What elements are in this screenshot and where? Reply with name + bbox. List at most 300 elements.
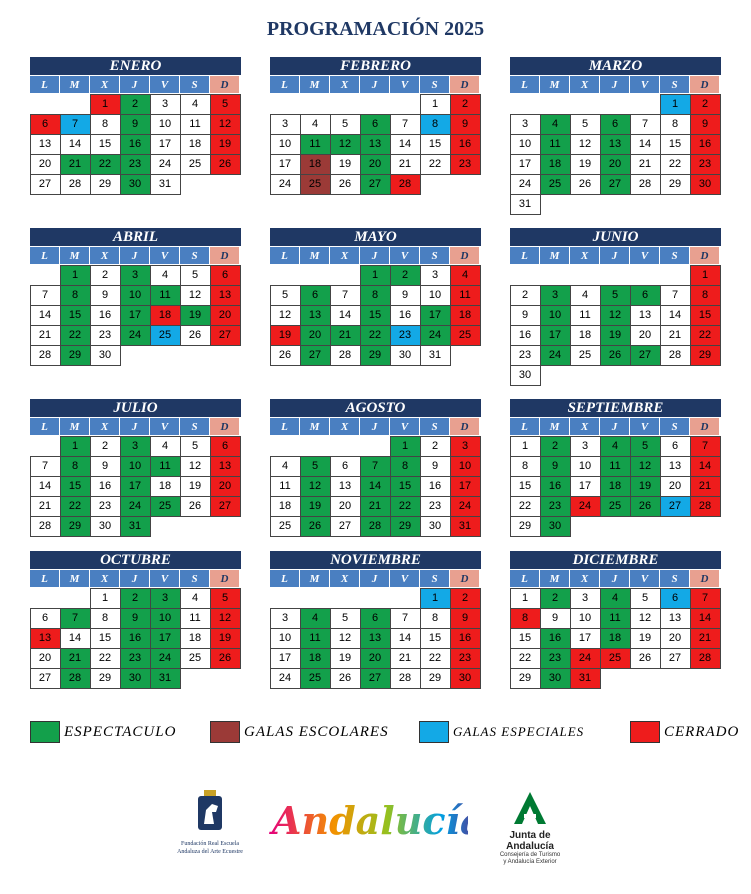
day-cell: 17 [270,648,301,669]
day-cell: 24 [510,174,541,195]
weekday-label: V [390,417,420,435]
day-grid [510,265,721,385]
empty-cell [300,436,331,457]
day-cell: 10 [570,456,601,477]
day-cell: 1 [510,436,541,457]
day-cell: 4 [540,114,571,135]
weekday-label: M [540,246,570,264]
month-title: DICIEMBRE [510,551,721,569]
day-cell: 10 [570,608,601,629]
day-cell: 5 [210,588,241,609]
weekday-label: X [90,246,120,264]
day-cell: 26 [210,154,241,175]
day-cell: 5 [600,285,631,306]
weekday-label: S [420,569,450,587]
day-cell: 30 [120,174,151,195]
empty-cell [330,265,361,286]
day-cell: 11 [270,476,301,497]
day-cell: 28 [630,174,661,195]
day-cell: 2 [450,94,481,115]
legend-label: GALAS ESCOLARES [244,723,389,740]
day-cell: 18 [450,305,481,326]
day-grid [270,265,481,365]
day-cell: 25 [150,325,181,346]
day-cell: 23 [90,325,121,346]
day-cell: 14 [60,628,91,649]
day-cell: 18 [570,325,601,346]
day-cell: 11 [180,114,211,135]
day-cell: 23 [120,154,151,175]
day-cell: 19 [210,134,241,155]
weekday-label: S [660,417,690,435]
day-cell: 11 [570,305,601,326]
weekday-label: L [270,75,300,93]
month-title: JULIO [30,399,241,417]
weekday-label: M [300,417,330,435]
day-cell: 21 [60,648,91,669]
empty-cell [300,588,331,609]
month-title: JUNIO [510,228,721,246]
weekday-header [510,246,721,265]
weekday-label: M [60,417,90,435]
day-cell: 13 [660,608,691,629]
day-cell: 25 [600,496,631,517]
fundacion-line2: Andaluza del Arte Ecuestre [177,849,243,855]
galas-escolares-swatch [210,721,240,743]
day-cell: 26 [300,516,331,537]
weekday-label: S [420,417,450,435]
month-title: ABRIL [30,228,241,246]
weekday-label: D [450,569,480,587]
day-cell: 5 [210,94,241,115]
empty-cell [360,588,391,609]
day-cell: 27 [210,496,241,517]
day-cell: 24 [570,648,601,669]
day-cell: 30 [450,668,481,689]
weekday-label: L [30,75,60,93]
day-cell: 18 [150,305,181,326]
weekday-header [510,417,721,436]
day-cell: 4 [300,114,331,135]
legend-galas-especiales [419,721,584,743]
day-cell: 8 [690,285,721,306]
day-cell: 25 [150,496,181,517]
day-cell: 17 [420,305,451,326]
weekday-label: X [90,569,120,587]
day-cell: 10 [150,608,181,629]
day-cell: 27 [30,174,61,195]
day-cell: 3 [420,265,451,286]
day-cell: 27 [360,174,391,195]
day-cell: 23 [690,154,721,175]
day-cell: 18 [150,476,181,497]
day-cell: 20 [630,325,661,346]
day-cell: 29 [690,345,721,366]
day-cell: 10 [150,114,181,135]
day-cell: 24 [120,325,151,346]
empty-cell [30,436,61,457]
day-cell: 7 [30,285,61,306]
day-cell: 1 [390,436,421,457]
empty-cell [510,265,541,286]
galas-especiales-swatch [419,721,449,743]
day-cell: 9 [540,456,571,477]
day-cell: 13 [360,628,391,649]
day-cell: 11 [540,134,571,155]
day-cell: 2 [510,285,541,306]
day-cell: 22 [420,648,451,669]
day-cell: 24 [270,174,301,195]
day-cell: 14 [30,476,61,497]
day-cell: 5 [300,456,331,477]
weekday-label: D [210,417,240,435]
day-cell: 26 [330,174,361,195]
day-cell: 10 [540,305,571,326]
weekday-label: M [300,246,330,264]
day-cell: 8 [660,114,691,135]
cerrado-swatch [630,721,660,743]
day-cell: 6 [600,114,631,135]
weekday-label: M [300,75,330,93]
month-junio [510,228,721,385]
weekday-label: X [570,569,600,587]
empty-cell [270,588,301,609]
day-cell: 20 [210,305,241,326]
day-cell: 30 [510,365,541,386]
day-cell: 19 [330,648,361,669]
day-cell: 10 [270,134,301,155]
day-cell: 26 [630,496,661,517]
day-cell: 10 [270,628,301,649]
day-cell: 11 [150,456,181,477]
day-cell: 21 [30,496,61,517]
weekday-label: V [630,417,660,435]
day-cell: 12 [630,608,661,629]
day-cell: 26 [270,345,301,366]
day-cell: 2 [450,588,481,609]
day-cell: 7 [30,456,61,477]
weekday-label: J [600,246,630,264]
day-grid [510,436,721,536]
empty-cell [270,436,301,457]
day-cell: 31 [570,668,601,689]
day-cell: 12 [300,476,331,497]
empty-cell [660,265,691,286]
day-cell: 30 [540,516,571,537]
month-title: SEPTIEMBRE [510,399,721,417]
day-cell: 18 [600,476,631,497]
day-cell: 7 [330,285,361,306]
month-title: NOVIEMBRE [270,551,481,569]
month-diciembre [510,551,721,688]
day-cell: 16 [90,305,121,326]
day-grid [270,94,481,194]
day-cell: 23 [120,648,151,669]
day-cell: 14 [690,608,721,629]
page-title: PROGRAMACIÓN 2025 [266,18,485,40]
day-cell: 8 [420,608,451,629]
day-cell: 4 [570,285,601,306]
weekday-label: X [570,75,600,93]
day-cell: 6 [360,608,391,629]
day-cell: 24 [570,496,601,517]
weekday-label: D [450,75,480,93]
horse-crest-icon [190,790,230,836]
day-cell: 12 [270,305,301,326]
day-cell: 21 [690,476,721,497]
day-cell: 26 [180,325,211,346]
day-cell: 11 [600,456,631,477]
day-cell: 6 [330,456,361,477]
empty-cell [630,265,661,286]
day-cell: 1 [90,588,121,609]
day-cell: 20 [300,325,331,346]
day-cell: 27 [330,516,361,537]
day-cell: 31 [120,516,151,537]
weekday-label: J [360,246,390,264]
day-cell: 5 [180,436,211,457]
day-cell: 14 [690,456,721,477]
day-cell: 12 [330,134,361,155]
day-cell: 2 [120,94,151,115]
empty-cell [390,94,421,115]
day-cell: 27 [360,668,391,689]
month-febrero [270,57,481,194]
empty-cell [60,588,91,609]
day-cell: 22 [60,325,91,346]
empty-cell [60,94,91,115]
weekday-label: L [270,417,300,435]
day-cell: 30 [90,516,121,537]
legend-label: CERRADO [664,723,740,740]
day-cell: 25 [270,516,301,537]
junta-a-icon [512,790,548,826]
empty-cell [510,94,541,115]
empty-cell [630,94,661,115]
day-cell: 4 [150,265,181,286]
month-octubre [30,551,241,688]
empty-cell [30,588,61,609]
weekday-label: X [90,417,120,435]
day-cell: 19 [180,305,211,326]
weekday-label: V [150,246,180,264]
day-cell: 23 [420,496,451,517]
day-cell: 26 [570,174,601,195]
day-cell: 23 [540,496,571,517]
weekday-label: V [390,75,420,93]
day-cell: 22 [510,648,541,669]
day-cell: 7 [630,114,661,135]
weekday-label: J [600,417,630,435]
weekday-label: S [180,417,210,435]
day-cell: 17 [570,476,601,497]
weekday-label: V [390,246,420,264]
day-cell: 3 [570,436,601,457]
day-cell: 20 [210,476,241,497]
day-cell: 1 [420,588,451,609]
day-cell: 4 [180,588,211,609]
weekday-label: S [420,246,450,264]
day-cell: 29 [390,516,421,537]
day-cell: 13 [30,134,61,155]
day-cell: 16 [120,134,151,155]
day-cell: 20 [360,648,391,669]
day-cell: 21 [690,628,721,649]
day-cell: 14 [30,305,61,326]
day-cell: 9 [120,608,151,629]
day-cell: 8 [360,285,391,306]
day-cell: 18 [180,134,211,155]
weekday-label: L [510,417,540,435]
day-cell: 23 [90,496,121,517]
day-cell: 29 [90,668,121,689]
weekday-label: J [120,569,150,587]
day-cell: 25 [180,648,211,669]
day-cell: 29 [660,174,691,195]
day-cell: 7 [60,608,91,629]
day-cell: 3 [270,608,301,629]
day-cell: 2 [540,588,571,609]
weekday-label: M [540,417,570,435]
day-cell: 25 [180,154,211,175]
empty-cell [30,94,61,115]
day-cell: 22 [510,496,541,517]
day-cell: 7 [660,285,691,306]
day-cell: 28 [360,516,391,537]
day-cell: 20 [30,154,61,175]
day-cell: 17 [570,628,601,649]
day-cell: 24 [450,496,481,517]
day-grid [30,265,241,365]
day-cell: 11 [180,608,211,629]
weekday-label: L [510,246,540,264]
day-cell: 30 [540,668,571,689]
day-cell: 2 [90,436,121,457]
weekday-label: M [60,75,90,93]
day-cell: 23 [390,325,421,346]
day-cell: 3 [540,285,571,306]
day-cell: 26 [180,496,211,517]
day-cell: 8 [510,456,541,477]
day-cell: 20 [660,628,691,649]
day-cell: 28 [60,174,91,195]
weekday-label: V [630,246,660,264]
day-grid [30,94,241,194]
day-cell: 27 [630,345,661,366]
day-cell: 8 [90,114,121,135]
junta-sub2: y Andalucía Exterior [503,859,557,865]
day-cell: 1 [660,94,691,115]
day-cell: 11 [600,608,631,629]
day-cell: 15 [60,476,91,497]
day-cell: 13 [210,456,241,477]
weekday-label: D [690,417,720,435]
empty-cell [30,265,61,286]
day-cell: 2 [90,265,121,286]
day-cell: 1 [60,265,91,286]
day-cell: 12 [630,456,661,477]
day-cell: 27 [660,648,691,669]
day-cell: 16 [450,134,481,155]
day-grid [270,436,481,536]
weekday-label: D [690,569,720,587]
day-cell: 25 [600,648,631,669]
day-cell: 19 [600,325,631,346]
empty-cell [540,265,571,286]
day-cell: 9 [450,608,481,629]
day-cell: 10 [450,456,481,477]
weekday-label: D [450,246,480,264]
day-cell: 17 [510,154,541,175]
day-cell: 22 [360,325,391,346]
day-cell: 6 [660,588,691,609]
day-cell: 12 [180,456,211,477]
day-cell: 11 [450,285,481,306]
day-cell: 25 [540,174,571,195]
day-cell: 4 [300,608,331,629]
weekday-label: D [450,417,480,435]
day-cell: 10 [120,285,151,306]
weekday-label: S [420,75,450,93]
day-cell: 19 [270,325,301,346]
day-cell: 15 [90,134,121,155]
day-cell: 9 [420,456,451,477]
day-cell: 13 [600,134,631,155]
day-cell: 30 [90,345,121,366]
day-cell: 13 [630,305,661,326]
day-cell: 26 [330,668,361,689]
day-cell: 5 [630,436,661,457]
day-cell: 4 [150,436,181,457]
espectaculo-swatch [30,721,60,743]
day-cell: 2 [540,436,571,457]
fundacion-line1: Fundación Real Escuela [181,841,239,847]
day-cell: 16 [420,476,451,497]
day-cell: 24 [150,154,181,175]
day-cell: 16 [450,628,481,649]
day-cell: 1 [90,94,121,115]
day-cell: 16 [90,476,121,497]
day-cell: 25 [450,325,481,346]
day-cell: 24 [150,648,181,669]
weekday-label: V [150,569,180,587]
day-cell: 24 [120,496,151,517]
day-cell: 16 [120,628,151,649]
month-title: FEBRERO [270,57,481,75]
weekday-label: D [210,75,240,93]
weekday-label: S [180,246,210,264]
day-cell: 14 [630,134,661,155]
day-cell: 20 [600,154,631,175]
day-cell: 17 [120,305,151,326]
weekday-label: M [300,569,330,587]
day-cell: 6 [660,436,691,457]
weekday-label: L [270,246,300,264]
day-cell: 18 [180,628,211,649]
day-cell: 16 [690,134,721,155]
day-cell: 23 [450,154,481,175]
month-noviembre [270,551,481,688]
day-cell: 29 [510,516,541,537]
weekday-label: S [660,569,690,587]
empty-cell [330,588,361,609]
day-cell: 19 [330,154,361,175]
day-cell: 15 [510,476,541,497]
day-cell: 19 [180,476,211,497]
day-cell: 1 [60,436,91,457]
day-cell: 9 [690,114,721,135]
weekday-header [30,75,241,94]
